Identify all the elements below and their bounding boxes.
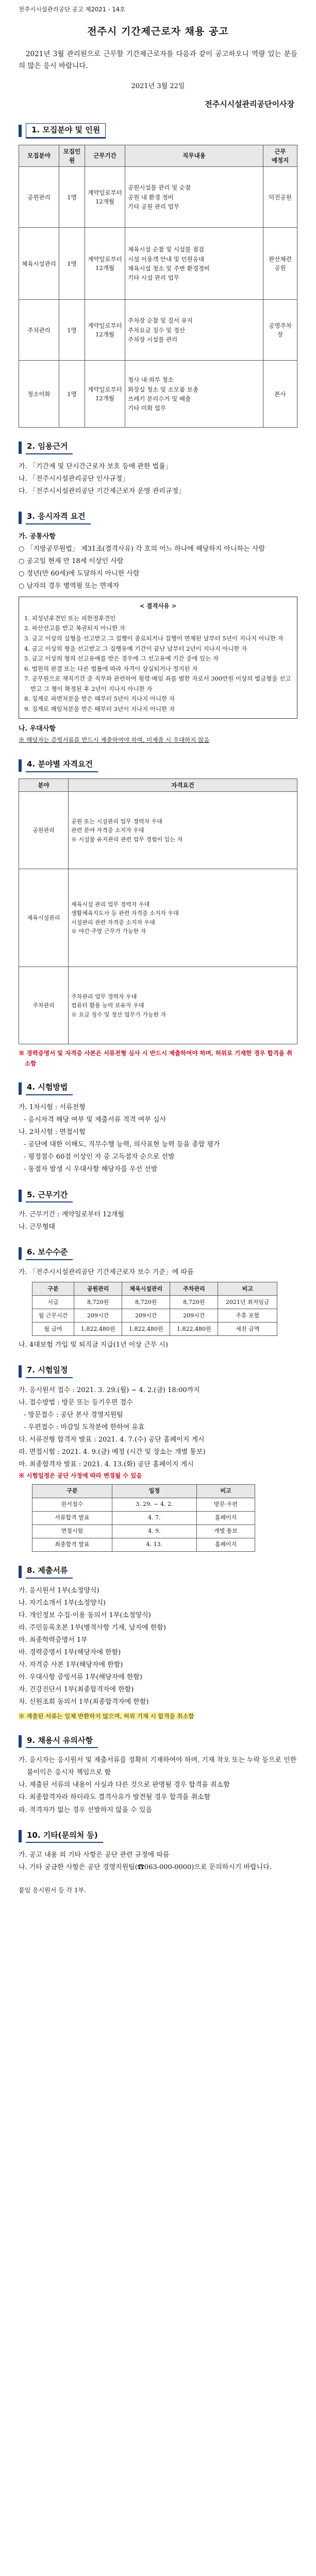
- table-cell: 4. 9.: [112, 1524, 196, 1538]
- list-item: 마. 최종학력증명서 1부: [19, 1636, 88, 1644]
- table-row: [19, 967, 297, 1044]
- list-item: 마. 최종합격자 발표 : 2021. 4. 13.(화) 공단 홈페이지 게시: [19, 1461, 194, 1469]
- field-cell: 체육시설관리: [19, 228, 59, 300]
- pay-intro: [19, 1266, 297, 1279]
- place-cell: 공영주차장: [263, 300, 297, 361]
- list-item: 다. 개인정보 수집·이용 동의서 1부(소정양식): [19, 1611, 151, 1619]
- section-title: 8. 제출서류: [26, 1565, 73, 1579]
- list-item: 사. 자격증 사본 1부(해당자에 한함): [19, 1660, 123, 1669]
- requirement-item: 관련 분야 자격증 소지자 우대: [71, 827, 144, 834]
- list-item: - 평정점수 60점 이상인 자 중 고득점자 순으로 선발: [24, 1153, 175, 1161]
- requirement-item: ※ 야간·주말 근무가 가능한 자: [71, 928, 146, 935]
- list-item: 나. 「전주시시설관리공단 인사규정」: [19, 475, 129, 483]
- table-cell: 8,720원: [170, 1296, 218, 1309]
- section-title: 5. 근무기간: [26, 1190, 73, 1203]
- basis-list: [19, 461, 297, 498]
- section-title: 6. 보수수준: [26, 1247, 73, 1260]
- section-header-recruitment: [19, 123, 297, 139]
- field-requirements-footnote: [19, 1048, 297, 1069]
- list-item: 라. 면접시험 : 2021. 4. 9.(금) 예정 (시간 및 장소는 개별 통보): [19, 1448, 206, 1456]
- announcement-date: 2021년 3월 22일: [131, 82, 185, 90]
- list-item: 1. 피성년후견인 또는 피한정후견인: [24, 614, 116, 622]
- list-item: 가. 응시자는 응시원서 및 제출서류를 정확히 기재하여야 하며, 기재 착오 또는 누락 등으로 인한 불이익은 응시자 책임으로 함: [19, 1756, 297, 1777]
- table-row: [32, 1296, 277, 1309]
- col-header: 체육시설관리: [122, 1282, 170, 1296]
- note-item: ※ 해당자는 증빙서류를 반드시 제출하여야 하며, 미제출 시 우대하지 않음: [19, 736, 210, 744]
- list-item: 가. 근무기간 : 계약일로부터 12개월: [19, 1211, 124, 1219]
- list-item: 아. 우대사항 증빙서류 1부(해당자에 한함): [19, 1673, 143, 1681]
- table-row: [19, 361, 297, 428]
- note-item: ※ 시험일정은 공단 사정에 따라 변경될 수 있음: [19, 1472, 142, 1480]
- table-cell: 1,822,480원: [122, 1323, 170, 1336]
- section-header-work-period: [19, 1190, 297, 1203]
- table-cell: 209시간: [74, 1309, 122, 1323]
- table-row: [19, 792, 297, 869]
- place-cell: 본사: [263, 361, 297, 428]
- intro-text: 2021년 3월 관리원으로 근무할 기간제근로자를 다음과 같이 공고하오니 역량 있는 분들의 많은 응시 바랍니다.: [19, 49, 297, 71]
- section-title: 4. 시험방법: [26, 1082, 73, 1095]
- table-cell: 8,720원: [74, 1296, 122, 1309]
- section-header-qualifications: [19, 511, 297, 524]
- duties-cell: [125, 167, 263, 228]
- duty-item: 기타 공원 관리 업무: [128, 203, 179, 211]
- count-cell: 1명: [59, 361, 85, 428]
- table-cell: 면접시험: [32, 1524, 112, 1538]
- list-item: ○ 남자의 경우 병역필 또는 면제자: [19, 582, 120, 590]
- requirement-item: 생활체육지도사 등 관련 자격증 소지자 우대: [71, 910, 179, 917]
- duty-item: 화장실 청소 및 소모품 보충: [128, 385, 198, 393]
- section-header-schedule: [19, 1365, 297, 1378]
- section-header-contact: [19, 1830, 297, 1843]
- list-item: 4. 금고 이상의 형을 선고받고 그 집행유예 기간이 끝난 날부터 2년이 지나지 아니한 자: [24, 645, 247, 652]
- table-row: [32, 1498, 255, 1511]
- section-header-basis: [19, 441, 297, 454]
- table-row: [32, 1511, 255, 1524]
- table-row: [32, 1309, 277, 1323]
- col-header: 구분: [32, 1484, 112, 1498]
- section-title: 9. 채용시 유의사항: [26, 1735, 98, 1749]
- requirements-cell: [69, 967, 297, 1044]
- duties-cell: [125, 300, 263, 361]
- table-cell: 최종합격 발표: [32, 1538, 112, 1551]
- field-requirements-table: [19, 778, 297, 1045]
- schedule-table: [32, 1484, 255, 1552]
- section-header-exam-method: [19, 1082, 297, 1095]
- attachment-line: 붙임 응시원서 등 각 1부.: [19, 1887, 87, 1894]
- field-cell: 주차관리: [19, 300, 59, 361]
- list-item: 나. 근무형태: [19, 1223, 56, 1231]
- duty-item: 공원 내 환경 정비: [128, 193, 174, 201]
- field-cell: 체육시설관리: [19, 869, 69, 967]
- section-title: 4. 분야별 자격요건: [26, 759, 98, 772]
- list-item: 가. 응시원서 1부(소정양식): [19, 1586, 99, 1595]
- table-header-row: [19, 145, 297, 167]
- duty-item: 청사 내·외부 청소: [128, 376, 174, 384]
- list-item: 가. 1차시험 : 서류전형: [19, 1104, 86, 1112]
- list-item: 나. 기타 궁금한 사항은 공단 경영지원팀(☎063-000-0000)으로 문의하시기 바랍니다.: [19, 1863, 272, 1872]
- pay-table: [32, 1282, 277, 1336]
- list-item: - 공단에 대한 이해도, 직무수행 능력, 의사표현 능력 등을 종합 평가: [24, 1141, 220, 1149]
- list-item: 나. 2차시험 : 면접시험: [19, 1128, 86, 1137]
- list-item: ○ 「지방공무원법」 제31조(결격사유) 각 호의 어느 하나에 해당하지 아니하는 사람: [19, 545, 265, 553]
- list-item: 다. 최종합격자라 하더라도 결격사유가 발견될 경우 합격을 취소함: [19, 1793, 211, 1802]
- table-cell: 2021년 최저임금: [218, 1296, 277, 1309]
- list-item: ○ 공고일 현재 만 18세 이상인 사람: [19, 557, 124, 566]
- duty-item: 기타 미화 업무: [128, 404, 166, 412]
- list-item: 나. 접수방법 : 방문 또는 등기우편 접수: [19, 1399, 133, 1406]
- list-item: 5. 금고 이상의 형의 선고유예를 받은 경우에 그 선고유예 기간 중에 있는 자: [24, 655, 219, 663]
- section-bar: [19, 442, 22, 454]
- col-header: 비고: [218, 1282, 277, 1296]
- table-cell: 원서접수: [32, 1498, 112, 1511]
- table-cell: 방문·우편: [197, 1498, 255, 1511]
- period-cell: 계약일로부터 12개월: [85, 300, 125, 361]
- requirement-item: 시설관리 관련 자격증 소지자 우대: [71, 919, 155, 926]
- list-item: 차. 신원조회 동의서 1부(최종합격자에 한함): [19, 1698, 149, 1706]
- table-cell: 3. 29. ~ 4. 2.: [112, 1498, 196, 1511]
- requirement-item: ※ 요금 징수 및 정산 업무가 가능한 자: [71, 1011, 167, 1018]
- list-item: 2. 파산선고를 받고 복권되지 아니한 자: [24, 624, 125, 632]
- section-bar: [19, 759, 22, 772]
- section-bar: [19, 1735, 22, 1748]
- table-cell: 서류합격 발표: [32, 1511, 112, 1524]
- col-header: 공원관리: [74, 1282, 122, 1296]
- issuer: 전주시시설관리공단이사장: [205, 99, 294, 109]
- section-title: 2. 임용근거: [26, 441, 73, 454]
- list-item: 라. 주민등록초본 1부(병적사항 기재, 남자에 한함): [19, 1623, 166, 1632]
- list-item: 나. 자기소개서 1부(소정양식): [19, 1599, 106, 1607]
- table-row: [19, 167, 297, 228]
- section-bar: [19, 1082, 22, 1095]
- duty-item: 쓰레기 분리수거 및 배출: [128, 395, 191, 402]
- section-bar: [19, 1190, 22, 1202]
- list-item: 6. 법원의 판결 또는 다른 법률에 따라 자격이 상실되거나 정지된 자: [24, 665, 198, 672]
- duty-item: 주차요금 징수 및 정산: [128, 326, 185, 334]
- section-title: 3. 응시자격 요건: [26, 511, 91, 524]
- table-cell: 209시간: [122, 1309, 170, 1323]
- col-header: 자격요건: [69, 778, 297, 792]
- list-item: 다. 서류전형 합격자 발표 : 2021. 4. 7.(수) 공단 홈페이지 게시: [19, 1436, 205, 1444]
- requirements-cell: [69, 792, 297, 869]
- schedule-warning: [19, 1471, 297, 1481]
- section-header-field-requirements: [19, 759, 297, 772]
- list-item: 가. 응시원서 접수 : 2021. 3. 29.(월) ~ 4. 2.(금) 18:00까지: [19, 1386, 200, 1394]
- exam-method-list: [19, 1101, 297, 1176]
- list-item: 바. 경력증명서 1부(해당자에 한함): [19, 1648, 121, 1656]
- count-cell: 1명: [59, 167, 85, 228]
- list-item: 3. 금고 이상의 실형을 선고받고 그 집행이 종료되거나 집행이 면제된 날부터 5년이 지나지 아니한 자: [24, 635, 284, 642]
- section-header-documents: [19, 1565, 297, 1579]
- requirement-item: 체육시설 관리 업무 경력자 우대: [71, 901, 150, 908]
- duty-item: 체육시설 청소 및 주변 환경정비: [128, 264, 210, 272]
- section-header-cautions: [19, 1735, 297, 1749]
- list-item: 다. 「전주시시설관리공단 기간제근로자 운영 관리규정」: [19, 487, 185, 496]
- field-cell: 주차관리: [19, 967, 69, 1044]
- documents-highlight: [19, 1711, 297, 1722]
- cautions-list: [19, 1754, 297, 1816]
- table-cell: 월 근무시간: [32, 1309, 74, 1323]
- period-cell: 계약일로부터 12개월: [85, 167, 125, 228]
- common-qualifications: [19, 531, 297, 592]
- table-row: [19, 228, 297, 300]
- table-cell: 세전 금액: [218, 1323, 277, 1336]
- col-header: 분야: [19, 778, 69, 792]
- sub-heading: 나. 우대사항: [19, 725, 56, 733]
- col-header: 근무 예정지: [263, 145, 297, 167]
- duties-cell: [125, 361, 263, 428]
- table-cell: 월 급여: [32, 1323, 74, 1336]
- col-header: 일정: [112, 1484, 196, 1498]
- requirement-item: ※ 시설물 유지관리 관련 업무 경험이 있는 자: [71, 836, 183, 843]
- table-header-row: [19, 778, 297, 792]
- list-item: - 방문접수 : 공단 본사 경영지원팀: [24, 1411, 123, 1419]
- doc-number: 전주시시설관리공단 공고 제2021 - 14호: [19, 6, 126, 13]
- preference-section: [19, 723, 297, 735]
- table-row: [32, 1538, 255, 1551]
- section-bar: [19, 1247, 22, 1260]
- col-header: 비고: [197, 1484, 255, 1498]
- place-cell: 완산체련공원: [263, 228, 297, 300]
- requirement-item: 주차관리 업무 경력자 우대: [71, 993, 137, 1000]
- sub-heading: 가. 공통사항: [19, 533, 56, 541]
- table-cell: 4. 13.: [112, 1538, 196, 1551]
- pay-note: [19, 1339, 297, 1351]
- list-item: 라. 적격자가 없는 경우 선발하지 않을 수 있음: [19, 1806, 153, 1814]
- table-cell: 1,822,480원: [170, 1323, 218, 1336]
- requirement-item: 공원 또는 시설관리 업무 경력자 우대: [71, 818, 162, 825]
- table-cell: 1,822,480원: [74, 1323, 122, 1336]
- list-item: 9. 징계로 해임처분을 받은 때부터 3년이 지나지 아니한 자: [24, 705, 175, 713]
- section-bar: [19, 1830, 22, 1842]
- contact-list: [19, 1849, 297, 1874]
- section-bar: [19, 512, 22, 524]
- work-period-list: [19, 1209, 297, 1233]
- list-item: 8. 징계로 파면처분을 받은 때부터 5년이 지나지 아니한 자: [24, 695, 175, 703]
- table-cell: 개별 통보: [197, 1524, 255, 1538]
- preference-note: [19, 735, 297, 745]
- duty-item: 주차장 시설물 관리: [128, 336, 178, 344]
- duties-cell: [125, 228, 263, 300]
- section-bar: [19, 1365, 22, 1378]
- duty-item: 주차장 순찰 및 질서 유지: [128, 317, 193, 325]
- section-title: 10. 기타(문의처 등): [26, 1830, 103, 1843]
- section-bar: [19, 1566, 22, 1578]
- period-cell: 계약일로부터 12개월: [85, 228, 125, 300]
- count-cell: 1명: [59, 228, 85, 300]
- duty-item: 기타 시설 관리 업무: [128, 274, 179, 282]
- requirements-cell: [69, 869, 297, 967]
- list-item: 가. 「전주시시설관리공단 기간제근로자 보수 기준」에 따름: [19, 1268, 194, 1277]
- list-item: 자. 건강진단서 1부(최종합격자에 한함): [19, 1685, 134, 1693]
- section-title: 7. 시험일정: [26, 1365, 73, 1378]
- table-header-row: [32, 1484, 255, 1498]
- page-title: 전주시 기간제근로자 채용 공고: [87, 26, 229, 37]
- table-row: [32, 1524, 255, 1538]
- col-header: 모집분야: [19, 145, 59, 167]
- section-header-pay: [19, 1247, 297, 1260]
- disqualification-box: [19, 597, 297, 719]
- duty-item: 체육시설 순찰 및 시설물 점검: [128, 246, 204, 253]
- col-header: 주차관리: [170, 1282, 218, 1296]
- table-cell: 8,720원: [122, 1296, 170, 1309]
- note-item: ※ 제출된 서류는 일체 반환하지 않으며, 허위 기재 시 합격을 취소함: [19, 1713, 194, 1720]
- list-item: - 우편접수 : 마감일 도착분에 한하여 유효: [24, 1423, 145, 1432]
- table-cell: 주휴 포함: [218, 1309, 277, 1323]
- note-item: ※ 경력증명서 및 자격증 사본은 서류전형 심사 시 반드시 제출하여야 하며, 허위로 기재한 경우 합격을 취소함: [19, 1049, 293, 1067]
- field-cell: 공원관리: [19, 792, 69, 869]
- schedule-list: [19, 1384, 297, 1471]
- disqualification-list: [24, 614, 292, 714]
- place-cell: 덕진공원: [263, 167, 297, 228]
- table-row: [19, 300, 297, 361]
- table-cell: 209시간: [170, 1309, 218, 1323]
- duty-item: 시설 이용객 안내 및 민원응대: [128, 255, 204, 263]
- duty-item: 공원시설물 관리 및 순찰: [128, 184, 191, 192]
- col-header: 모집인원: [59, 145, 85, 167]
- col-header: 근무기간: [85, 145, 125, 167]
- section-bar: [19, 125, 22, 137]
- box-title: < 결격사유 >: [139, 602, 177, 610]
- documents-list: [19, 1585, 297, 1708]
- count-cell: 1명: [59, 300, 85, 361]
- recruitment-table: [19, 145, 297, 428]
- field-cell: 공원관리: [19, 167, 59, 228]
- section-title: 1. 모집분야 및 인원: [26, 123, 106, 139]
- list-item: 나. 제출된 서류의 내용이 사실과 다른 것으로 판명될 경우 합격을 취소함: [19, 1781, 230, 1789]
- list-item: 7. 공무원으로 재직기간 중 직무와 관련하여 횡령·배임 죄를 범한 자로서 300만원 이상의 벌금형을 선고받고 그 형이 확정된 후 2년이 지나지 아니한 자: [24, 675, 291, 692]
- table-cell: 홈페이지: [197, 1511, 255, 1524]
- table-header-row: [32, 1282, 277, 1296]
- requirement-item: 컴퓨터 활용 능력 보유자 우대: [71, 1002, 144, 1009]
- table-row: [19, 869, 297, 967]
- col-header: 직무내용: [125, 145, 263, 167]
- list-item: 가. 공고 내용 외 기타 사항은 공단 관련 규정에 따름: [19, 1851, 170, 1859]
- list-item: ○ 정년(만 60세)에 도달하지 아니한 사람: [19, 570, 140, 578]
- list-item: 나. 4대보험 가입 및 퇴직금 지급(1년 이상 근무 시): [19, 1341, 168, 1349]
- field-cell: 청소미화: [19, 361, 59, 428]
- list-item: - 응시자격 해당 여부 및 제출서류 적격 여부 심사: [24, 1116, 167, 1124]
- list-item: - 동점자 발생 시 우대사항 해당자를 우선 선발: [24, 1165, 158, 1174]
- list-item: 가. 「기간제 및 단시간근로자 보호 등에 관한 법률」: [19, 463, 172, 471]
- period-cell: 계약일로부터 12개월: [85, 361, 125, 428]
- table-cell: 4. 7.: [112, 1511, 196, 1524]
- table-cell: 시급: [32, 1296, 74, 1309]
- table-cell: 홈페이지: [197, 1538, 255, 1551]
- col-header: 구분: [32, 1282, 74, 1296]
- table-row: [32, 1323, 277, 1336]
